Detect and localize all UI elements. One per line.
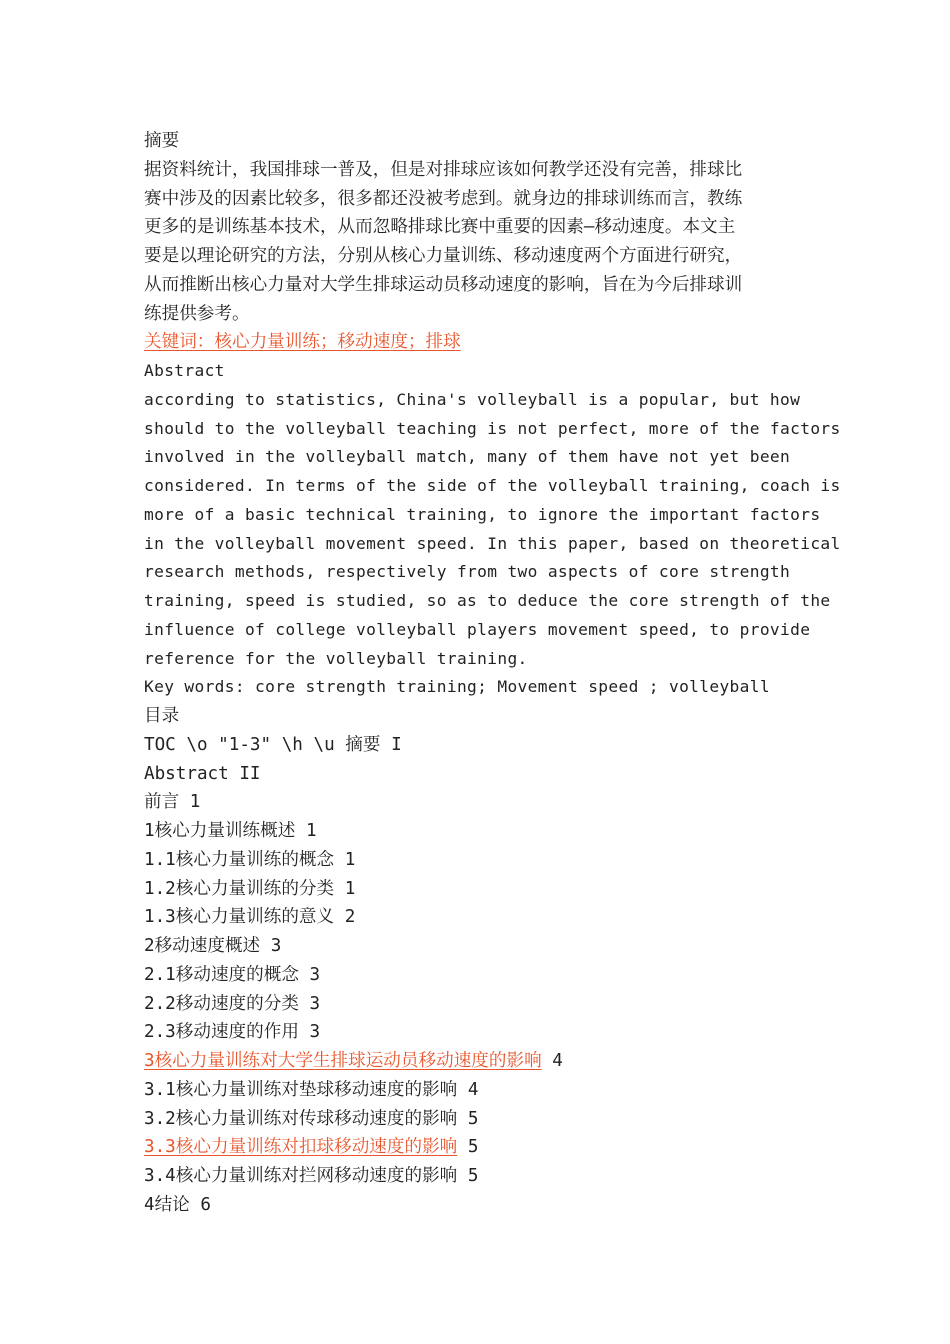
toc-entry-page: 1 bbox=[344, 849, 356, 870]
abstract-cn-line: 据资料统计，我国排球一普及，但是对排球应该如何教学还没有完善，排球比 bbox=[144, 159, 743, 180]
toc-entry-page: 4 bbox=[552, 1051, 563, 1071]
abstract-en-line: more of a basic technical training, to ignore the important factors bbox=[144, 504, 821, 524]
toc-entry-page: 3 bbox=[270, 936, 282, 956]
toc-entry-page: 5 bbox=[467, 1137, 479, 1158]
toc-entry-title: 1.3核心力量训练的意义 bbox=[144, 907, 335, 928]
toc-entry[interactable] bbox=[144, 1162, 814, 1191]
abstract-en-line: considered. In terms of the side of the volleyball training, coach is bbox=[144, 476, 841, 495]
toc-entry-title: 3.4核心力量训练对拦网移动速度的影响 bbox=[144, 1166, 458, 1186]
toc-entry[interactable] bbox=[144, 990, 814, 1019]
toc-entry-page: 3 bbox=[309, 993, 321, 1014]
toc-entry[interactable] bbox=[144, 875, 814, 904]
keywords-cn-link[interactable]: 关键词：核心力量训练；移动速度；排球 bbox=[144, 332, 461, 353]
toc-entry[interactable] bbox=[144, 1191, 814, 1220]
toc-entry-page: 1 bbox=[189, 792, 201, 813]
toc-heading: 目录 bbox=[144, 706, 180, 726]
toc-entry-title: 前言 bbox=[144, 792, 180, 813]
toc-entry[interactable] bbox=[144, 932, 814, 961]
toc-entry-title: 2.1移动速度的概念 bbox=[144, 964, 299, 985]
toc-entry-title: 3.1核心力量训练对垫球移动速度的影响 bbox=[144, 1079, 458, 1100]
toc-entry-link[interactable]: 3.3核心力量训练对扣球移动速度的影响 bbox=[144, 1137, 458, 1158]
toc-entry[interactable] bbox=[144, 1018, 814, 1047]
toc-entry-page: 6 bbox=[200, 1194, 211, 1215]
toc-entry-page: 1 bbox=[344, 878, 356, 899]
toc-entry[interactable] bbox=[144, 961, 814, 990]
toc-entry-page: 4 bbox=[467, 1079, 479, 1100]
abstract-en-heading: Abstract bbox=[144, 361, 225, 380]
toc-entry[interactable] bbox=[144, 788, 814, 817]
toc-entry-link[interactable]: 3核心力量训练对大学生排球运动员移动速度的影响 bbox=[144, 1051, 542, 1071]
abstract-cn-line: 更多的是训练基本技术，从而忽略排球比赛中重要的因素—移动速度。本文主 bbox=[144, 217, 736, 238]
toc-entry[interactable] bbox=[144, 1105, 814, 1134]
toc-entry-title: 4结论 bbox=[144, 1194, 190, 1215]
toc-entry-title: 2.2移动速度的分类 bbox=[144, 993, 299, 1014]
toc-entry-title: 1.1核心力量训练的概念 bbox=[144, 849, 335, 870]
toc-entry-title: Abstract bbox=[144, 763, 229, 784]
toc-entry-title: 3.2核心力量训练对传球移动速度的影响 bbox=[144, 1108, 458, 1129]
toc-entry-page: I bbox=[391, 734, 402, 755]
abstract-en-line: should to the volleyball teaching is not perfect, more of the factors bbox=[144, 418, 841, 438]
toc-entry-page: 1 bbox=[305, 821, 317, 841]
toc-entry-title: 1核心力量训练概述 bbox=[144, 821, 296, 841]
toc-entry[interactable] bbox=[144, 817, 814, 846]
toc-entry-title: 1.2核心力量训练的分类 bbox=[144, 878, 335, 899]
toc-entry-title: 2移动速度概述 bbox=[144, 936, 261, 956]
toc-entry[interactable] bbox=[144, 846, 814, 875]
abstract-cn-heading: 摘要 bbox=[144, 131, 180, 151]
abstract-en-line: in the volleyball movement speed. In this paper, based on theoretical bbox=[144, 533, 841, 553]
abstract-cn-line: 练提供参考。 bbox=[144, 303, 250, 324]
abstract-en-line: reference for the volleyball training. bbox=[144, 648, 528, 668]
toc-field-code: TOC \o "1-3" \h \u bbox=[144, 734, 346, 755]
abstract-en-line: influence of college volleyball players movement speed, to provide bbox=[144, 619, 811, 639]
toc-entry-page: II bbox=[239, 763, 261, 784]
keywords-en: Key words: core strength training; Movement speed ; volleyball bbox=[144, 677, 770, 697]
toc-entry-page: 3 bbox=[309, 964, 321, 985]
toc-entry[interactable] bbox=[144, 1076, 814, 1105]
toc-entry[interactable] bbox=[144, 760, 814, 789]
toc-entry-page: 2 bbox=[344, 907, 356, 928]
toc-entry-title: 2.3移动速度的作用 bbox=[144, 1022, 299, 1043]
abstract-cn-line: 赛中涉及的因素比较多，很多都还没被考虑到。就身边的排球训练而言，教练 bbox=[144, 188, 743, 209]
abstract-en-line: training, speed is studied, so as to deduce the core strength of the bbox=[144, 591, 831, 610]
abstract-en-line: according to statistics, China's volleyball is a popular, but how bbox=[144, 389, 801, 409]
toc-entry-page: 5 bbox=[467, 1108, 479, 1129]
abstract-en-line: involved in the volleyball match, many of them have not yet been bbox=[144, 447, 791, 467]
abstract-cn-line: 从而推断出核心力量对大学生排球运动员移动速度的影响，旨在为今后排球训 bbox=[144, 274, 743, 295]
toc-entry[interactable] bbox=[144, 1133, 814, 1162]
toc-entry[interactable] bbox=[144, 903, 814, 932]
toc-entry[interactable] bbox=[144, 731, 814, 760]
document-page bbox=[144, 127, 841, 1220]
abstract-en-line: research methods, respectively from two aspects of core strength bbox=[144, 562, 791, 582]
toc-entry-title: 摘要 bbox=[345, 734, 381, 755]
toc-entry[interactable] bbox=[144, 1047, 814, 1076]
toc-entry-page: 5 bbox=[467, 1166, 479, 1186]
toc-entry-page: 3 bbox=[309, 1022, 321, 1043]
abstract-cn-line: 要是以理论研究的方法，分别从核心力量训练、移动速度两个方面进行研究， bbox=[144, 246, 743, 266]
